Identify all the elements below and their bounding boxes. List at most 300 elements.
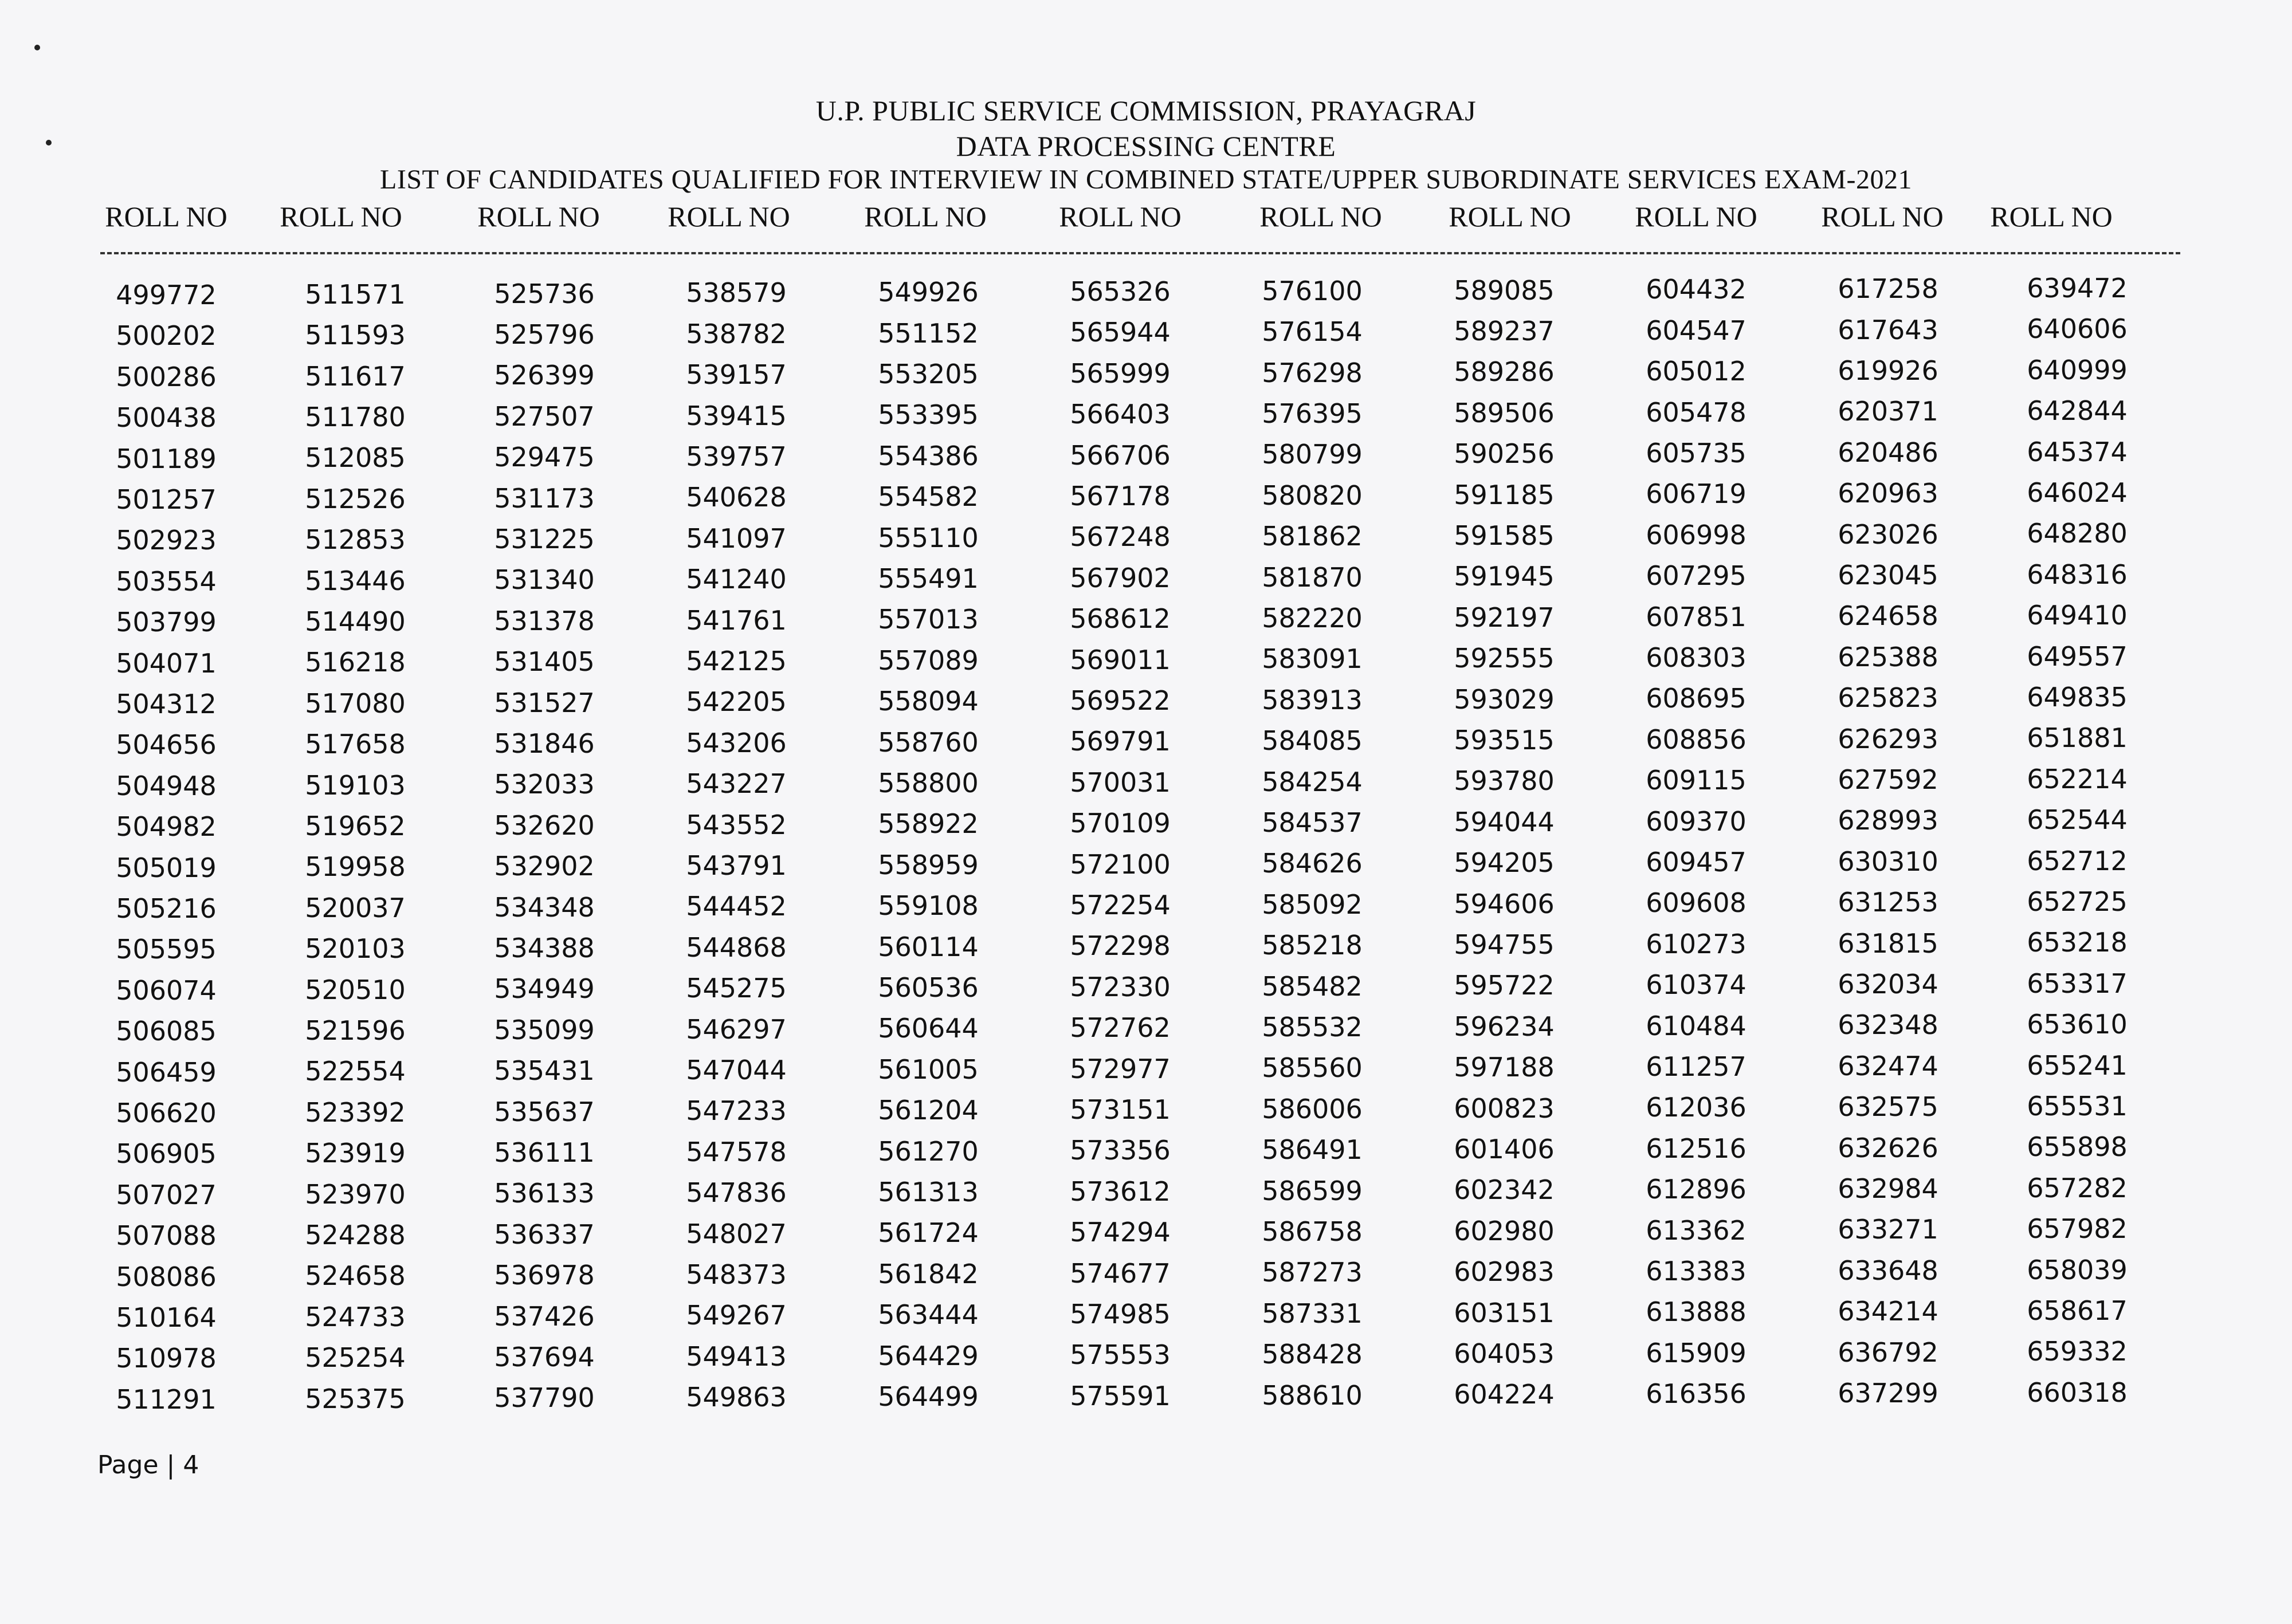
roll-number-cell: 547044 (686, 1055, 787, 1086)
roll-number-cell: 649410 (2027, 600, 2128, 631)
roll-number-cell: 519958 (305, 851, 406, 883)
roll-number-cell: 564429 (878, 1340, 979, 1371)
roll-number-cell: 525254 (305, 1342, 406, 1374)
roll-number-cell: 561313 (878, 1177, 979, 1208)
roll-number-cell: 538782 (686, 318, 787, 349)
roll-number-cell: 572298 (1070, 930, 1171, 962)
roll-number-cell: 605012 (1646, 356, 1747, 387)
roll-number-cell: 549863 (686, 1382, 787, 1413)
roll-number-cell: 548373 (686, 1259, 787, 1290)
roll-number-cell: 623026 (1838, 518, 1938, 550)
roll-number-cell: 542205 (686, 686, 787, 718)
roll-number-cell: 657982 (2027, 1213, 2128, 1245)
roll-number-cell: 584537 (1262, 807, 1363, 838)
roll-number-cell: 531173 (494, 482, 595, 514)
roll-number-cell: 576298 (1262, 357, 1363, 388)
roll-number-cell: 602983 (1454, 1256, 1555, 1288)
roll-number-cell: 659332 (2027, 1336, 2128, 1367)
roll-number-cell: 567248 (1070, 521, 1171, 553)
list-title: LIST OF CANDIDATES QUALIFIED FOR INTERVIEW IN COMBINED STATE/UPPER SUBORDINATE SERVICES EXAM-2021 (380, 164, 1912, 195)
roll-number-cell: 649557 (2027, 640, 2128, 672)
roll-number-cell: 511593 (305, 320, 406, 351)
roll-number-cell: 623045 (1838, 560, 1938, 591)
roll-number-cell: 542125 (686, 646, 787, 677)
roll-number-cell: 539757 (686, 441, 787, 472)
roll-number-cell: 522554 (305, 1056, 406, 1087)
roll-number-cell: 632626 (1838, 1132, 1938, 1163)
roll-number-cell: 543206 (686, 727, 787, 758)
roll-number-cell: 592197 (1454, 601, 1555, 633)
roll-number-cell: 504656 (116, 729, 217, 761)
roll-number-cell: 593780 (1454, 765, 1555, 797)
roll-number-cell: 547578 (686, 1136, 787, 1167)
roll-number-cell: 534949 (494, 973, 595, 1005)
roll-number-cell: 540628 (686, 482, 787, 513)
roll-number-cell: 617258 (1838, 273, 1938, 305)
roll-number-cell: 573612 (1070, 1175, 1171, 1207)
roll-number-cell: 627592 (1838, 764, 1938, 795)
roll-number-cell: 507027 (116, 1179, 217, 1210)
roll-number-cell: 558959 (878, 849, 979, 880)
roll-number-cell: 588428 (1262, 1339, 1363, 1370)
roll-number-cell: 570109 (1070, 808, 1171, 839)
roll-number-cell: 600823 (1454, 1092, 1555, 1124)
roll-number-cell: 606719 (1646, 478, 1747, 510)
roll-number-cell: 609608 (1646, 887, 1747, 919)
roll-number-cell: 502923 (116, 525, 217, 556)
roll-number-cell: 525736 (494, 278, 595, 309)
column-header-roll-no: ROLL NO (1635, 200, 1757, 233)
roll-number-cell: 658617 (2027, 1295, 2128, 1326)
roll-number-cell: 524288 (305, 1220, 406, 1251)
roll-number-cell: 584254 (1262, 766, 1363, 797)
roll-number-cell: 505216 (116, 893, 217, 924)
roll-number-cell: 619926 (1838, 355, 1938, 386)
roll-number-cell: 590256 (1454, 438, 1555, 470)
roll-number-cell: 537790 (494, 1382, 595, 1414)
roll-number-cell: 575553 (1070, 1339, 1171, 1371)
roll-number-cell: 559108 (878, 890, 979, 922)
roll-number-cell: 572330 (1070, 971, 1171, 1002)
roll-number-cell: 558922 (878, 808, 979, 840)
roll-number-cell: 639472 (2027, 273, 2128, 304)
roll-number-cell: 561270 (878, 1135, 979, 1167)
roll-number-cell: 653610 (2027, 1009, 2128, 1040)
roll-number-cell: 511291 (116, 1383, 217, 1415)
roll-number-cell: 605478 (1646, 396, 1747, 428)
roll-number-cell: 586599 (1262, 1175, 1363, 1206)
column-header-roll-no: ROLL NO (280, 200, 402, 233)
roll-number-cell: 609370 (1646, 805, 1747, 837)
roll-number-cell: 564499 (878, 1381, 979, 1412)
roll-number-cell: 576100 (1262, 275, 1363, 306)
roll-number-cell: 527507 (494, 400, 595, 432)
roll-number-cell: 572762 (1070, 1012, 1171, 1044)
roll-number-cell: 655241 (2027, 1049, 2128, 1081)
roll-number-cell: 574985 (1070, 1299, 1171, 1330)
roll-number-cell: 541240 (686, 564, 787, 595)
roll-number-cell: 604053 (1454, 1338, 1555, 1369)
roll-number-cell: 524658 (305, 1260, 406, 1292)
roll-number-cell: 591185 (1454, 479, 1555, 510)
roll-number-cell: 511571 (305, 278, 406, 310)
roll-number-cell: 569791 (1070, 726, 1171, 757)
roll-number-cell: 624658 (1838, 600, 1938, 632)
roll-number-cell: 510164 (116, 1302, 217, 1333)
roll-number-cell: 520510 (305, 974, 406, 1005)
roll-number-cell: 560644 (878, 1013, 979, 1044)
roll-number-cell: 588610 (1262, 1379, 1363, 1411)
roll-number-cell: 549267 (686, 1300, 787, 1331)
roll-number-cell: 560536 (878, 972, 979, 1003)
column-header-roll-no: ROLL NO (1990, 200, 2113, 233)
column-header-roll-no: ROLL NO (864, 200, 987, 233)
roll-number-cell: 576154 (1262, 316, 1363, 348)
roll-number-cell: 604224 (1454, 1379, 1555, 1410)
roll-number-cell: 573151 (1070, 1094, 1171, 1125)
roll-number-cell: 553395 (878, 399, 979, 431)
column-header-roll-no: ROLL NO (477, 200, 600, 233)
roll-number-cell: 634214 (1838, 1296, 1938, 1327)
roll-number-cell: 547836 (686, 1177, 787, 1209)
roll-number-cell: 586006 (1262, 1093, 1363, 1124)
roll-number-cell: 616356 (1646, 1378, 1747, 1410)
roll-number-cell: 606998 (1646, 519, 1747, 550)
roll-number-cell: 592555 (1454, 643, 1555, 674)
roll-number-cell: 567178 (1070, 481, 1171, 512)
roll-number-cell: 566706 (1070, 439, 1171, 471)
roll-number-cell: 609115 (1646, 765, 1747, 796)
roll-number-cell: 537694 (494, 1342, 595, 1373)
roll-number-cell: 566403 (1070, 399, 1171, 430)
roll-number-cell: 640999 (2027, 354, 2128, 386)
roll-number-cell: 632575 (1838, 1091, 1938, 1123)
roll-number-cell: 539157 (686, 359, 787, 391)
roll-number-cell: 610374 (1646, 969, 1747, 1001)
roll-number-cell: 632348 (1838, 1009, 1938, 1041)
roll-number-cell: 572977 (1070, 1053, 1171, 1084)
roll-number-cell: 553205 (878, 359, 979, 390)
roll-number-cell: 572254 (1070, 890, 1171, 921)
roll-number-cell: 506905 (116, 1138, 217, 1170)
roll-number-cell: 541761 (686, 604, 787, 636)
roll-number-cell: 561842 (878, 1258, 979, 1289)
roll-number-cell: 525375 (305, 1383, 406, 1414)
roll-number-cell: 652214 (2027, 763, 2128, 795)
roll-number-cell: 586758 (1262, 1216, 1363, 1247)
roll-number-cell: 521596 (305, 1015, 406, 1046)
centre-title: DATA PROCESSING CENTRE (956, 130, 1336, 162)
roll-number-cell: 531378 (494, 605, 595, 636)
roll-number-cell: 523392 (305, 1096, 406, 1128)
roll-number-cell: 539415 (686, 400, 787, 431)
roll-number-cell: 620371 (1838, 396, 1938, 427)
roll-number-cell: 602342 (1454, 1174, 1555, 1206)
roll-number-cell: 628993 (1838, 805, 1938, 836)
roll-number-cell: 570031 (1070, 766, 1171, 798)
roll-number-cell: 576395 (1262, 398, 1363, 429)
roll-number-cell: 504948 (116, 770, 217, 801)
roll-number-cell: 613888 (1646, 1296, 1747, 1328)
roll-number-cell: 544868 (686, 931, 787, 963)
roll-number-cell: 660318 (2027, 1377, 2128, 1408)
roll-number-cell: 569011 (1070, 644, 1171, 675)
roll-number-cell: 563444 (878, 1299, 979, 1331)
roll-number-cell: 585218 (1262, 930, 1363, 961)
roll-number-cell: 593515 (1454, 725, 1555, 756)
roll-number-cell: 608303 (1646, 642, 1747, 673)
roll-number-cell: 589506 (1454, 397, 1555, 428)
roll-number-cell: 548027 (686, 1218, 787, 1249)
roll-number-cell: 531340 (494, 564, 595, 596)
roll-number-cell: 558094 (878, 686, 979, 717)
roll-number-cell: 607851 (1646, 601, 1747, 632)
roll-number-cell: 596234 (1454, 1010, 1555, 1042)
roll-number-cell: 612516 (1646, 1133, 1747, 1164)
column-header-roll-no: ROLL NO (1259, 200, 1382, 233)
roll-number-cell: 605735 (1646, 438, 1747, 469)
roll-number-cell: 512853 (305, 524, 406, 556)
roll-number-cell: 608695 (1646, 683, 1747, 714)
roll-number-cell: 561005 (878, 1053, 979, 1085)
column-header-roll-no: ROLL NO (668, 200, 790, 233)
roll-number-cell: 575591 (1070, 1380, 1171, 1411)
roll-number-cell: 657282 (2027, 1172, 2128, 1204)
roll-number-cell: 541097 (686, 522, 787, 554)
roll-number-cell: 585532 (1262, 1012, 1363, 1043)
roll-number-cell: 630310 (1838, 846, 1938, 877)
roll-number-cell: 589085 (1454, 274, 1555, 306)
column-header-roll-no: ROLL NO (105, 200, 227, 233)
roll-number-cell: 607295 (1646, 560, 1747, 592)
roll-number-cell: 561204 (878, 1095, 979, 1126)
commission-title: U.P. PUBLIC SERVICE COMMISSION, PRAYAGRAJ (815, 95, 1477, 127)
roll-number-cell: 555491 (878, 563, 979, 594)
roll-number-cell: 500438 (116, 402, 217, 434)
page-number: Page | 4 (97, 1450, 199, 1480)
roll-number-cell: 569522 (1070, 685, 1171, 716)
roll-number-cell: 501257 (116, 484, 217, 515)
roll-number-cell: 594044 (1454, 806, 1555, 837)
roll-number-cell: 589237 (1454, 316, 1555, 347)
roll-number-cell: 594755 (1454, 929, 1555, 960)
roll-number-cell: 565944 (1070, 317, 1171, 348)
roll-number-cell: 531846 (494, 728, 595, 759)
roll-number-cell: 595722 (1454, 970, 1555, 1001)
roll-number-cell: 585482 (1262, 970, 1363, 1002)
column-header-roll-no: ROLL NO (1059, 200, 1182, 233)
roll-number-cell: 499772 (116, 280, 217, 310)
roll-number-cell: 560114 (878, 931, 979, 962)
roll-number-cell: 505019 (116, 852, 217, 883)
roll-number-cell: 558760 (878, 726, 979, 758)
roll-number-cell: 602980 (1454, 1215, 1555, 1246)
roll-number-cell: 505595 (116, 934, 217, 965)
roll-number-cell: 512085 (305, 442, 406, 474)
roll-number-cell: 516218 (305, 647, 406, 678)
roll-number-cell: 506074 (116, 974, 217, 1006)
roll-number-cell: 536978 (494, 1260, 595, 1291)
roll-number-cell: 511780 (305, 402, 406, 432)
roll-number-cell: 554386 (878, 440, 979, 471)
roll-number-cell: 525796 (494, 319, 595, 350)
roll-number-cell: 613362 (1646, 1214, 1747, 1246)
roll-number-cell: 512526 (305, 483, 406, 514)
roll-number-cell: 565326 (1070, 276, 1171, 307)
roll-number-cell: 615909 (1646, 1337, 1747, 1369)
roll-number-cell: 585092 (1262, 888, 1363, 920)
roll-number-cell: 507088 (116, 1220, 217, 1252)
roll-number-cell: 536111 (494, 1137, 595, 1168)
roll-number-cell: 646024 (2027, 477, 2128, 508)
roll-number-cell: 581870 (1262, 561, 1363, 593)
roll-number-cell: 532902 (494, 851, 595, 882)
roll-number-cell: 613383 (1646, 1256, 1747, 1287)
roll-number-cell: 535431 (494, 1055, 595, 1087)
roll-number-cell: 625823 (1838, 682, 1938, 714)
roll-number-cell: 543552 (686, 809, 787, 840)
roll-number-cell: 523970 (305, 1178, 406, 1210)
roll-number-cell: 511617 (305, 360, 406, 392)
roll-number-cell: 549413 (686, 1340, 787, 1372)
roll-number-cell: 519103 (305, 769, 406, 801)
roll-number-cell: 653218 (2027, 927, 2128, 958)
roll-number-cell: 584085 (1262, 725, 1363, 757)
roll-number-cell: 612896 (1646, 1174, 1747, 1205)
roll-number-cell: 557013 (878, 604, 979, 635)
roll-number-cell: 601406 (1454, 1134, 1555, 1165)
roll-number-cell: 538579 (686, 277, 787, 309)
roll-number-cell: 558800 (878, 768, 979, 799)
roll-number-cell: 545275 (686, 973, 787, 1004)
roll-number-cell: 500202 (116, 320, 217, 352)
roll-number-cell: 517080 (305, 687, 406, 719)
roll-number-cell: 549926 (878, 277, 979, 308)
roll-number-cell: 648316 (2027, 559, 2128, 590)
roll-number-cell: 526399 (494, 360, 595, 391)
roll-number-cell: 555110 (878, 522, 979, 553)
roll-number-cell: 557089 (878, 644, 979, 676)
roll-number-cell: 506620 (116, 1098, 217, 1128)
roll-number-cell: 535637 (494, 1096, 595, 1127)
roll-number-cell: 632034 (1838, 969, 1938, 1000)
roll-number-cell: 649835 (2027, 682, 2128, 713)
roll-number-cell: 514490 (305, 606, 406, 637)
roll-number-cell: 584626 (1262, 848, 1363, 879)
column-header-roll-no: ROLL NO (1821, 200, 1944, 233)
roll-number-cell: 580820 (1262, 479, 1363, 511)
roll-number-cell: 508086 (116, 1261, 217, 1292)
roll-number-cell: 572100 (1070, 848, 1171, 880)
roll-number-cell: 603151 (1454, 1297, 1555, 1328)
roll-number-cell: 561724 (878, 1217, 979, 1249)
roll-number-cell: 501189 (116, 443, 217, 474)
roll-number-cell: 543227 (686, 768, 787, 800)
roll-number-cell: 633648 (1838, 1255, 1938, 1286)
roll-number-cell: 611257 (1646, 1051, 1747, 1082)
roll-number-cell: 593029 (1454, 683, 1555, 715)
roll-number-cell: 536337 (494, 1218, 595, 1250)
roll-number-cell: 554582 (878, 481, 979, 513)
roll-number-cell: 612036 (1646, 1092, 1747, 1123)
roll-number-cell: 604547 (1646, 314, 1747, 346)
column-header-roll-no: ROLL NO (1449, 200, 1571, 233)
roll-number-cell: 640606 (2027, 313, 2128, 345)
roll-number-cell: 594205 (1454, 847, 1555, 879)
roll-number-cell: 651881 (2027, 722, 2128, 754)
roll-number-cell: 500286 (116, 361, 217, 392)
roll-number-cell: 519652 (305, 811, 406, 842)
roll-number-cell: 523919 (305, 1138, 406, 1169)
roll-number-cell: 591585 (1454, 520, 1555, 551)
roll-number-cell: 591945 (1454, 561, 1555, 592)
roll-number-cell: 565999 (1070, 357, 1171, 389)
roll-number-cell: 583913 (1262, 684, 1363, 715)
roll-number-cell: 520037 (305, 892, 406, 923)
roll-number-cell: 546297 (686, 1013, 787, 1045)
roll-number-cell: 532620 (494, 809, 595, 841)
roll-number-cell: 586491 (1262, 1134, 1363, 1166)
roll-number-cell: 594606 (1454, 888, 1555, 919)
roll-number-cell: 609457 (1646, 847, 1747, 878)
roll-number-cell: 580799 (1262, 439, 1363, 470)
roll-number-cell: 531225 (494, 524, 595, 555)
roll-number-cell: 610484 (1646, 1010, 1747, 1041)
roll-number-cell: 587273 (1262, 1257, 1363, 1288)
roll-number-cell: 547233 (686, 1095, 787, 1127)
roll-number-cell: 506459 (116, 1056, 217, 1088)
roll-number-cell: 625388 (1838, 641, 1938, 673)
roll-number-cell: 652544 (2027, 804, 2128, 836)
roll-number-cell: 653317 (2027, 968, 2128, 999)
roll-number-cell: 608856 (1646, 723, 1747, 755)
roll-number-cell: 504071 (116, 647, 217, 679)
roll-number-cell: 582220 (1262, 603, 1363, 634)
roll-number-cell: 532033 (494, 769, 595, 800)
roll-number-cell: 658039 (2027, 1254, 2128, 1285)
roll-number-cell: 551152 (878, 317, 979, 349)
roll-number-cell: 632984 (1838, 1173, 1938, 1204)
roll-number-cell: 544452 (686, 891, 787, 922)
roll-number-cell: 573356 (1070, 1135, 1171, 1166)
roll-number-cell: 506085 (116, 1016, 217, 1047)
roll-number-cell: 574677 (1070, 1257, 1171, 1289)
roll-number-cell: 637299 (1838, 1378, 1938, 1409)
roll-number-cell: 567902 (1070, 562, 1171, 593)
roll-number-cell: 620486 (1838, 437, 1938, 468)
roll-number-cell: 585560 (1262, 1052, 1363, 1084)
roll-number-cell: 535099 (494, 1014, 595, 1045)
roll-number-cell: 597188 (1454, 1052, 1555, 1083)
roll-number-cell: 633271 (1838, 1214, 1938, 1245)
roll-number-cell: 604432 (1646, 274, 1747, 305)
roll-number-cell: 534348 (494, 891, 595, 923)
roll-number-cell: 626293 (1838, 723, 1938, 754)
roll-number-cell: 504982 (116, 811, 217, 843)
roll-number-cell: 645374 (2027, 436, 2128, 467)
roll-number-cell: 648280 (2027, 518, 2128, 549)
roll-number-cell: 529475 (494, 442, 595, 473)
roll-number-cell: 583091 (1262, 643, 1363, 675)
roll-number-cell: 534388 (494, 933, 595, 964)
roll-number-cell: 524733 (305, 1301, 406, 1332)
roll-number-cell: 587331 (1262, 1297, 1363, 1329)
roll-number-cell: 631815 (1838, 927, 1938, 959)
roll-number-cell: 520103 (305, 933, 406, 965)
roll-number-cell: 620963 (1838, 478, 1938, 509)
roll-number-cell: 631253 (1838, 887, 1938, 918)
roll-number-cell: 531405 (494, 646, 595, 678)
